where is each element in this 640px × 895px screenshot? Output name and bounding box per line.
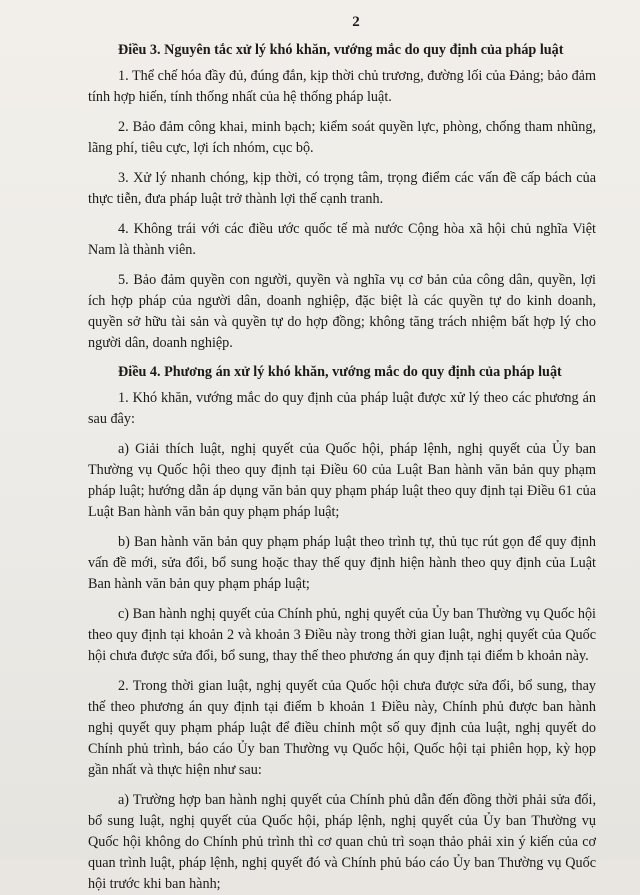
article-3-item-3: 3. Xử lý nhanh chóng, kịp thời, có trọng tâm, trọng điểm các vấn đề cấp bách của thực tiễn, đưa pháp luật trở thành lợi thế cạnh tranh.	[88, 170, 596, 207]
article-4-clause-1-point-c: c) Ban hành nghị quyết của Chính phủ, nghị quyết của Ủy ban Thường vụ Quốc hội theo quy định tại khoản 2 và khoản 3 Điều này trong thời gian luật, nghị quyết của Quốc hội chưa được sửa đổi, bổ sung, thay thế theo phương án quy định tại điểm b khoản này.	[88, 606, 596, 664]
article-3-item-2: 2. Bảo đảm công khai, minh bạch; kiểm soát quyền lực, phòng, chống tham nhũng, lãng phí, tiêu cực, lợi ích nhóm, cục bộ.	[88, 119, 596, 156]
article-4-clause-1-point-a: a) Giải thích luật, nghị quyết của Quốc hội, pháp lệnh, nghị quyết của Ủy ban Thường vụ Quốc hội theo quy định tại Điều 60 của Luật Ban hành văn bản quy phạm pháp luật; hướng dẫn áp dụng văn bản quy phạm pháp luật theo quy định tại Điều 61 của Luật Ban hành văn bản quy phạm pháp luật;	[88, 441, 596, 520]
article-4-heading: Điều 4. Phương án xử lý khó khăn, vướng mắc do quy định của pháp luật	[118, 364, 562, 380]
article-3-item-1: 1. Thể chế hóa đầy đủ, đúng đắn, kịp thời chủ trương, đường lối của Đảng; bảo đảm tính hợp hiến, tính thống nhất của hệ thống pháp luật.	[88, 68, 596, 105]
article-4-clause-2-point-a: a) Trường hợp ban hành nghị quyết của Chính phủ dẫn đến đồng thời phải sửa đổi, bổ sung luật, nghị quyết của Quốc hội, pháp lệnh, nghị quyết của Ủy ban Thường vụ Quốc hội không do Chính phủ trình thì cơ quan chủ trì soạn thảo phải xin ý kiến của cơ quan trình luật, pháp lệnh, nghị quyết đó và Chính phủ báo cáo Ủy ban Thường vụ Quốc hội trước khi ban hành;	[88, 792, 596, 892]
article-3-item-5: 5. Bảo đảm quyền con người, quyền và nghĩa vụ cơ bản của công dân, quyền, lợi ích hợp pháp của người dân, doanh nghiệp, đặc biệt là các quyền tự do kinh doanh, quyền sở hữu tài sản và quyền tự do hợp đồng; không tăng trách nhiệm bất hợp lý cho người dân, doanh nghiệp.	[88, 272, 596, 351]
article-4-clause-2: 2. Trong thời gian luật, nghị quyết của Quốc hội chưa được sửa đổi, bổ sung, thay thế theo phương án quy định tại điểm b khoản 1 Điều này, Chính phủ được ban hành nghị quyết quy phạm pháp luật để điều chỉnh một số quy định của luật, nghị quyết do Chính phủ trình, báo cáo Ủy ban Thường vụ Quốc hội, Quốc hội tại phiên họp, kỳ họp gần nhất và thực hiện như sau:	[88, 678, 596, 778]
article-4-clause-1-point-b: b) Ban hành văn bản quy phạm pháp luật theo trình tự, thủ tục rút gọn để quy định vấn đề mới, sửa đổi, bổ sung hoặc thay thế quy định hiện hành theo quy định của Luật Ban hành văn bản quy phạm pháp luật;	[88, 534, 596, 592]
page-number: 2	[352, 14, 360, 30]
article-3-item-4: 4. Không trái với các điều ước quốc tế mà nước Cộng hòa xã hội chủ nghĩa Việt Nam là thành viên.	[88, 221, 596, 258]
article-4-clause-1: 1. Khó khăn, vướng mắc do quy định của pháp luật được xử lý theo các phương án sau đây:	[88, 390, 596, 427]
article-3-heading: Điều 3. Nguyên tắc xử lý khó khăn, vướng mắc do quy định của pháp luật	[118, 42, 564, 58]
